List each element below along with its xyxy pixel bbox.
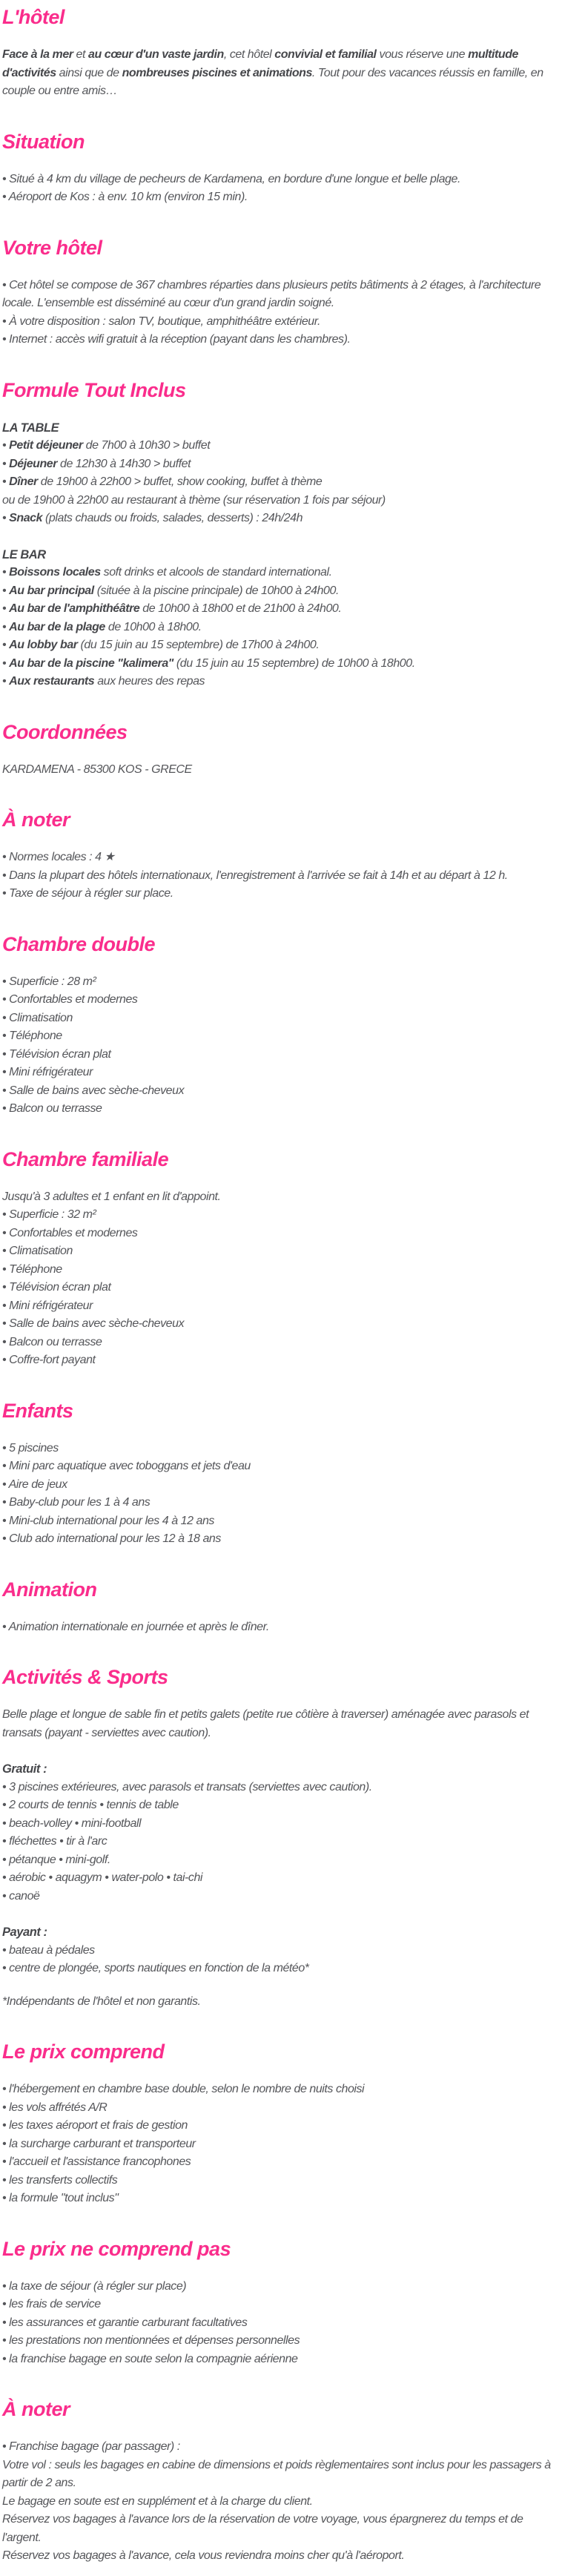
- bullet-line: [2, 1206, 555, 1225]
- bullet-marker: •: [2, 2279, 10, 2293]
- text-run: KARDAMENA - 85300 KOS - GRECE: [2, 762, 192, 776]
- text-run: ainsi que de: [56, 66, 122, 79]
- section-heading-a-noter-2: À noter: [2, 2398, 70, 2420]
- section-hotel: [2, 6, 555, 101]
- text-run: la taxe de séjour (à régler sur place): [9, 2279, 187, 2293]
- bullet-marker: •: [2, 2119, 10, 2132]
- bullet-line: [2, 2438, 555, 2457]
- text-run: 5 piscines: [9, 1441, 59, 1455]
- text-run: Confortables et modernes: [9, 993, 138, 1006]
- bullet-line: [2, 2314, 555, 2333]
- text-run: la franchise bagage en soute selon la compagnie aérienne: [9, 2352, 298, 2365]
- bullet-line: [2, 1297, 555, 1316]
- bullet-line: [2, 1512, 555, 1531]
- bullet-line: [2, 973, 555, 992]
- spacer: [2, 1978, 555, 1993]
- bullet-marker: •: [2, 1962, 10, 1974]
- section-a-noter-1: [2, 808, 555, 903]
- text-run: Situé à 4 km du village de pecheurs de Kardamena, en bordure d'une longue et belle plage.: [9, 172, 460, 185]
- bullet-line: [2, 1851, 555, 1870]
- text-run: beach-volley • mini-football: [9, 1816, 142, 1830]
- bullet-marker: •: [2, 1943, 10, 1957]
- bullet-line: [2, 2332, 555, 2351]
- subheading: LE BAR: [2, 547, 46, 561]
- bold-text: Snack: [9, 512, 43, 524]
- bullet-line: [2, 1315, 555, 1334]
- bullet-marker: •: [2, 1262, 10, 1276]
- section-heading-animation: Animation: [2, 1578, 97, 1601]
- bullet-marker: •: [2, 1047, 10, 1061]
- bold-text: convivial et familial: [274, 48, 377, 61]
- bullet-marker: •: [2, 1226, 10, 1239]
- text-line: [2, 2493, 555, 2511]
- bullet-line: [2, 1494, 555, 1512]
- text-run: de 10h00 à 18h00 et de 21h00 à 24h00.: [139, 602, 342, 615]
- bullet-marker: •: [2, 1011, 10, 1024]
- bullet-line: [2, 673, 555, 691]
- bullet-line: [2, 1888, 555, 1906]
- bullet-line: [2, 2296, 555, 2314]
- bullet-line: [2, 867, 555, 886]
- bullet-line: [2, 1261, 555, 1279]
- bullet-line: [2, 1815, 555, 1834]
- text-run: Baby-club pour les 1 à 4 ans: [9, 1496, 151, 1509]
- bullet-marker: •: [2, 1102, 10, 1115]
- bullet-line: [2, 1279, 555, 1297]
- text-run: les frais de service: [9, 2298, 101, 2310]
- section-chambre-double: [2, 933, 555, 1119]
- bullet-marker: •: [2, 620, 10, 633]
- bullet-marker: •: [2, 1816, 10, 1830]
- bold-text: au cœur d'un vaste jardin: [88, 48, 224, 61]
- text-run: les taxes aéroport et frais de gestion: [9, 2119, 188, 2132]
- text-run: l'accueil et l'assistance francophones: [9, 2155, 191, 2168]
- section-situation: [2, 131, 555, 207]
- text-run: Mini réfrigérateur: [9, 1066, 93, 1078]
- text-run: (du 15 juin au 15 septembre) de 10h00 à 18h00.: [173, 656, 415, 670]
- bold-text: Déjeuner: [9, 457, 58, 470]
- bullet-marker: •: [2, 1871, 10, 1884]
- bold-text: Au bar de l'amphithéâtre: [9, 602, 140, 615]
- section-prix-ne-comprend-pas: [2, 2238, 555, 2369]
- text-run: 2 courts de tennis • tennis de table: [9, 1799, 179, 1811]
- bullet-marker: •: [2, 2173, 10, 2187]
- text-run: Aire de jeux: [8, 1478, 67, 1491]
- bullet-marker: •: [2, 1478, 9, 1491]
- bullet-line: [2, 636, 555, 655]
- section-heading-chambre-familiale: Chambre familiale: [2, 1147, 169, 1170]
- bullet-line: [2, 277, 555, 313]
- bullet-marker: •: [2, 439, 10, 452]
- text-run: Mini réfrigérateur: [9, 1299, 93, 1312]
- text-run: À votre disposition : salon TV, boutique, amphithéâtre extérieur.: [9, 314, 321, 328]
- bullet-line: [2, 437, 555, 455]
- section-heading-situation: Situation: [2, 130, 85, 153]
- section-a-noter-2: [2, 2398, 555, 2566]
- bold-text: Au bar de la piscine "kalimera": [9, 656, 173, 670]
- text-run: *Indépendants de l'hôtel et non garantis.: [2, 1994, 201, 2008]
- bullet-marker: •: [2, 2155, 10, 2168]
- bold-text: nombreuses piscines et animations: [122, 66, 312, 79]
- bullet-marker: •: [2, 566, 10, 579]
- bullet-marker: •: [2, 1084, 10, 1097]
- bullet-marker: •: [2, 1889, 10, 1903]
- bullet-line: [2, 600, 555, 619]
- bold-text: Dîner: [9, 475, 38, 488]
- bullet-marker: •: [2, 333, 10, 346]
- text-run: Réservez vos bagages à l'avance lors de la réservation de votre voyage, vous épargnerez du temps et de l'argent.: [2, 2513, 523, 2544]
- bullet-line: [2, 1779, 555, 1797]
- bullet-line: [2, 2351, 555, 2369]
- bullet-marker: •: [2, 1281, 10, 1294]
- bullet-marker: •: [2, 278, 10, 291]
- text-run: Climatisation: [9, 1245, 73, 1257]
- text-run: Animation internationale en journée et après le dîner.: [8, 1620, 269, 1633]
- bullet-line: [2, 2081, 555, 2099]
- section-heading-coordonnees: Coordonnées: [2, 720, 128, 743]
- bullet-marker: •: [2, 1030, 10, 1042]
- bullet-line: [2, 1100, 555, 1119]
- bullet-marker: •: [2, 1208, 10, 1221]
- text-run: de 19h00 à 22h00 > buffet, show cooking, buffet à thème: [37, 475, 323, 488]
- text-line: [2, 761, 555, 780]
- text-line: [2, 2511, 555, 2547]
- text-run: l'hébergement en chambre base double, selon le nombre de nuits choisi: [9, 2083, 365, 2095]
- text-run: Confortables et modernes: [9, 1226, 138, 1239]
- bullet-marker: •: [2, 1835, 10, 1848]
- bullet-line: [2, 1869, 555, 1888]
- text-run: Cet hôtel se compose de 367 chambres réparties dans plusieurs petits bâtiments à 2 étages, à l'architecture locale. L'ensemble est disséminé au cœur d'un grand jardin soigné.: [2, 278, 541, 309]
- bullet-line: [2, 2172, 555, 2190]
- text-run: les assurances et garantie carburant facultatives: [9, 2316, 248, 2329]
- paragraph: [2, 46, 555, 101]
- section-heading-a-noter-1: À noter: [2, 808, 70, 831]
- text-run: Club ado international pour les 12 à 18 ans: [9, 1532, 221, 1545]
- bullet-line: [2, 1009, 555, 1028]
- section-votre-hotel: [2, 237, 555, 349]
- text-run: les transferts collectifs: [9, 2173, 118, 2187]
- text-run: Climatisation: [9, 1011, 73, 1024]
- bullet-line: [2, 1242, 555, 1261]
- section-formule-tout-inclus: [2, 379, 555, 691]
- text-run: Téléphone: [9, 1262, 62, 1276]
- bullet-marker: •: [2, 993, 10, 1006]
- bold-text: Petit déjeuner: [9, 439, 83, 452]
- bullet-line: [2, 331, 555, 349]
- bullet-marker: •: [2, 1460, 10, 1472]
- bullet-marker: •: [2, 2440, 10, 2453]
- paragraph: [2, 1706, 555, 1742]
- text-run: aérobic • aquagym • water-polo • tai-chi: [9, 1871, 203, 1884]
- text-run: les vols affrétés A/R: [9, 2101, 108, 2114]
- bold-text: Face à la mer: [2, 48, 73, 61]
- text-run: Franchise bagage (par passager) :: [9, 2440, 180, 2453]
- section-heading-prix-comprend: Le prix comprend: [2, 2040, 165, 2063]
- bullet-marker: •: [2, 457, 10, 470]
- bullet-line: [2, 2099, 555, 2118]
- text-run: Mini-club international pour les 4 à 12 ans: [9, 1514, 214, 1527]
- bullet-marker: •: [2, 1335, 10, 1348]
- text-run: centre de plongée, sports nautiques en fonction de la météo*: [9, 1962, 309, 1974]
- section-heading-formule-tout-inclus: Formule Tout Inclus: [2, 378, 186, 401]
- text-run: Télévision écran plat: [9, 1281, 111, 1294]
- subheading: LA TABLE: [2, 421, 59, 435]
- text-run: Mini parc aquatique avec toboggans et jets d'eau: [9, 1460, 251, 1472]
- bullet-line: [2, 1618, 555, 1637]
- section-chambre-familiale: [2, 1148, 555, 1370]
- bullet-marker: •: [2, 1299, 10, 1312]
- text-run: Le bagage en soute est en supplément et à la charge du client.: [2, 2494, 313, 2508]
- text-run: vous réserve une: [376, 48, 469, 61]
- text-run: Internet : accès wifi gratuit à la réception (payant dans les chambres).: [9, 333, 351, 346]
- bullet-marker: •: [2, 1514, 10, 1527]
- bold-text: multitude d'activités: [2, 48, 519, 79]
- bullet-line: [2, 1530, 555, 1549]
- bullet-marker: •: [2, 602, 10, 615]
- bullet-line: [2, 1046, 555, 1064]
- text-run: Superficie : 28 m²: [9, 975, 96, 988]
- bullet-marker: •: [2, 851, 10, 863]
- text-run: (située à la piscine principale) de 10h00 à 24h00.: [93, 584, 339, 597]
- section-animation: [2, 1578, 555, 1637]
- text-run: Télévision écran plat: [9, 1047, 111, 1061]
- bold-text: Au bar de la plage: [9, 620, 105, 633]
- bullet-line: [2, 473, 555, 492]
- text-run: Belle plage et longue de sable fin et petits galets (petite rue côtière à traverser) aménagée avec parasols et transats (payant - serviettes avec caution).: [2, 1708, 529, 1739]
- bullet-marker: •: [2, 512, 10, 524]
- bullet-marker: •: [2, 675, 10, 688]
- bullet-marker: •: [2, 2334, 10, 2347]
- bullet-line: [2, 655, 555, 673]
- bullet-line: [2, 1225, 555, 1243]
- text-run: soft drinks et alcools de standard international.: [100, 566, 332, 579]
- bullet-marker: •: [2, 887, 10, 900]
- bullet-marker: •: [2, 1245, 10, 1257]
- bullet-line: [2, 2190, 555, 2208]
- text-line: [2, 2547, 555, 2566]
- bold-text: Au lobby bar: [9, 639, 78, 651]
- bullet-marker: •: [2, 2298, 10, 2310]
- text-run: , cet hôtel: [223, 48, 275, 61]
- text-run: Téléphone: [9, 1030, 62, 1042]
- subheading: Payant :: [2, 1926, 47, 1939]
- bullet-marker: •: [2, 584, 10, 597]
- bullet-line: [2, 1942, 555, 1960]
- text-run: canoë: [9, 1889, 40, 1903]
- section-heading-activites-sports: Activités & Sports: [2, 1666, 168, 1688]
- bullet-line: [2, 991, 555, 1009]
- text-run: Coffre-fort payant: [9, 1354, 96, 1366]
- bullet-marker: •: [2, 2083, 10, 2095]
- bullet-line: [2, 1796, 555, 1815]
- text-run: Jusqu'à 3 adultes et 1 enfant en lit d'appoint.: [2, 1190, 221, 1203]
- section-heading-votre-hotel: Votre hôtel: [2, 236, 102, 259]
- bullet-line: [2, 1082, 555, 1101]
- bold-text: Aux restaurants: [9, 675, 95, 688]
- bullet-marker: •: [2, 1780, 10, 1793]
- text-run: bateau à pédales: [9, 1943, 95, 1957]
- text-run: aux heures des repas: [94, 675, 205, 688]
- bullet-marker: •: [2, 1317, 10, 1330]
- bullet-marker: •: [2, 1496, 10, 1509]
- text-run: Normes locales : 4 ★: [9, 851, 115, 863]
- bullet-marker: •: [2, 191, 9, 203]
- bold-text: Au bar principal: [9, 584, 94, 597]
- section-heading-prix-ne-comprend-pas: Le prix ne comprend pas: [2, 2237, 231, 2260]
- text-run: Salle de bains avec sèche-cheveux: [9, 1084, 185, 1097]
- bullet-marker: •: [2, 2352, 10, 2365]
- section-enfants: [2, 1400, 555, 1549]
- bullet-marker: •: [2, 1441, 10, 1455]
- bullet-marker: •: [2, 639, 10, 651]
- bullet-marker: •: [2, 1620, 9, 1633]
- text-run: Salle de bains avec sèche-cheveux: [9, 1317, 185, 1330]
- bullet-line: [2, 1027, 555, 1046]
- bullet-line: [2, 619, 555, 637]
- bullet-line: [2, 1440, 555, 1458]
- bullet-marker: •: [2, 2316, 10, 2329]
- text-run: Taxe de séjour à régler sur place.: [9, 887, 173, 900]
- bullet-line: [2, 1476, 555, 1495]
- bullet-line: [2, 2117, 555, 2135]
- bold-text: Boissons locales: [9, 566, 101, 579]
- text-run: et: [73, 48, 88, 61]
- subheading: Gratuit :: [2, 1762, 47, 1776]
- section-coordonnees: [2, 721, 555, 780]
- text-run: de 12h30 à 14h30 > buffet: [57, 457, 191, 470]
- text-run: Dans la plupart des hôtels internationaux, l'enregistrement à l'arrivée se fait à 14h et au départ à 12 h.: [9, 869, 508, 882]
- bullet-line: [2, 885, 555, 903]
- text-run: 3 piscines extérieures, avec parasols et transats (serviettes avec caution).: [9, 1780, 372, 1793]
- bullet-line: [2, 171, 555, 189]
- text-run: de 7h00 à 10h30 > buffet: [82, 439, 211, 452]
- text-run: (plats chauds ou froids, salades, desserts) : 24h/24h: [42, 512, 303, 524]
- bullet-line: [2, 1334, 555, 1352]
- bullet-marker: •: [2, 1853, 10, 1866]
- text-line: [2, 1993, 555, 2012]
- bullet-marker: •: [2, 475, 10, 488]
- bullet-line: [2, 1457, 555, 1476]
- bullet-marker: •: [2, 1066, 10, 1078]
- section-heading-hotel: L'hôtel: [2, 6, 65, 28]
- section-heading-enfants: Enfants: [2, 1399, 73, 1422]
- text-run: pétanque • mini-golf.: [9, 1853, 110, 1866]
- text-run: (du 15 juin au 15 septembre) de 17h00 à 24h00.: [77, 639, 320, 651]
- text-run: Superficie : 32 m²: [9, 1208, 96, 1221]
- bullet-line: [2, 564, 555, 582]
- text-run: la formule "tout inclus": [9, 2192, 119, 2204]
- bullet-line: [2, 313, 555, 332]
- text-run: Votre vol : seuls les bagages en cabine de dimensions et poids règlementaires sont inclus pour les passagers à partir de 2 ans.: [2, 2458, 551, 2489]
- text-line: [2, 492, 555, 510]
- bullet-marker: •: [2, 975, 10, 988]
- bullet-line: [2, 1064, 555, 1082]
- section-activites-sports: [2, 1666, 555, 2011]
- text-run: de 10h00 à 18h00.: [105, 620, 202, 633]
- text-run: ou de 19h00 à 22h00 au restaurant à thème (sur réservation 1 fois par séjour): [2, 493, 386, 507]
- bullet-line: [2, 582, 555, 601]
- section-prix-comprend: [2, 2040, 555, 2208]
- text-run: Balcon ou terrasse: [9, 1102, 102, 1115]
- bullet-line: [2, 455, 555, 474]
- bullet-line: [2, 2278, 555, 2296]
- bullet-line: [2, 849, 555, 867]
- bullet-marker: •: [2, 2101, 10, 2114]
- bullet-line: [2, 2135, 555, 2154]
- bullet-marker: •: [2, 314, 10, 328]
- bullet-marker: •: [2, 1799, 10, 1811]
- text-run: Réservez vos bagages à l'avance, cela vous reviendra moins cher qu'à l'aéroport.: [2, 2549, 405, 2562]
- bullet-line: [2, 1833, 555, 1851]
- bullet-marker: •: [2, 2192, 10, 2204]
- text-run: les prestations non mentionnées et dépenses personnelles: [9, 2334, 300, 2347]
- bullet-line: [2, 1351, 555, 1370]
- bullet-marker: •: [2, 172, 10, 185]
- bullet-marker: •: [2, 656, 10, 670]
- text-run: Aéroport de Kos : à env. 10 km (environ 15 min).: [8, 191, 248, 203]
- bullet-line: [2, 510, 555, 528]
- text-line: [2, 2457, 555, 2493]
- bullet-marker: •: [2, 1354, 10, 1366]
- text-run: la surcharge carburant et transporteur: [9, 2137, 196, 2150]
- bullet-line: [2, 188, 555, 207]
- bullet-line: [2, 1960, 555, 1978]
- bullet-marker: •: [2, 2137, 10, 2150]
- bullet-marker: •: [2, 869, 10, 882]
- text-run: . Tout pour des vacances réussis en famille, en couple ou entre amis…: [2, 66, 543, 97]
- bullet-line: [2, 2153, 555, 2172]
- text-run: Balcon ou terrasse: [9, 1335, 102, 1348]
- text-run: fléchettes • tir à l'arc: [9, 1835, 108, 1848]
- text-line: [2, 1188, 555, 1207]
- section-heading-chambre-double: Chambre double: [2, 932, 156, 955]
- bullet-marker: •: [2, 1532, 10, 1545]
